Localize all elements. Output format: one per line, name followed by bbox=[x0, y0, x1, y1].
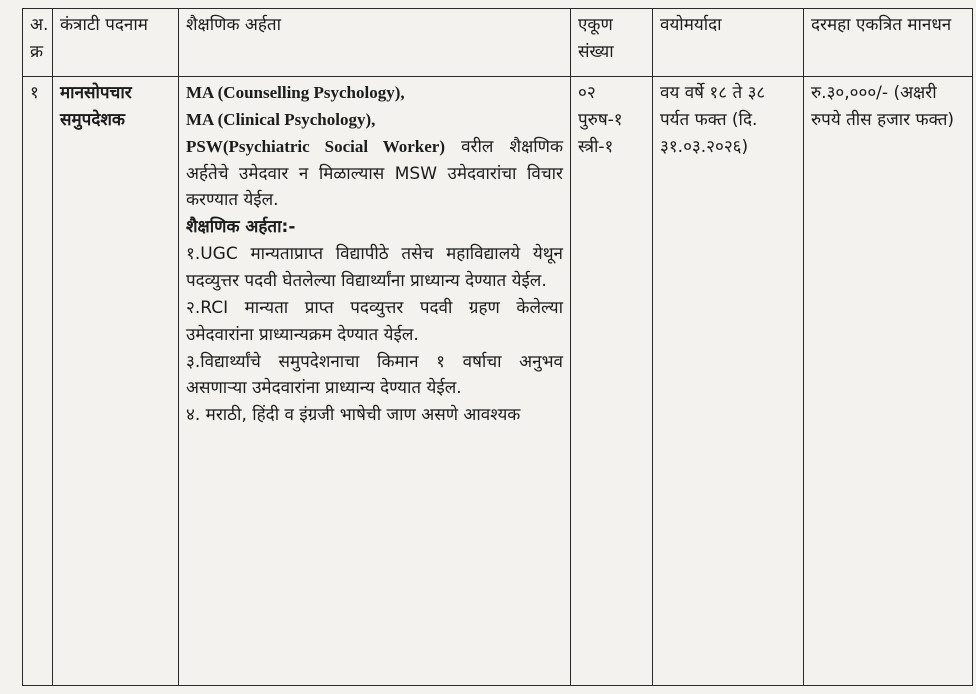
header-salary: दरमहा एकत्रित मानधन bbox=[804, 9, 973, 77]
row-qualification bbox=[179, 77, 571, 686]
row-age-limit: वय वर्षे १८ ते ३८ पर्यत फक्त (दि. ३१.०३.२०२६) bbox=[653, 77, 804, 686]
recruitment-table bbox=[22, 8, 973, 686]
header-age-limit: वयोमर्यादा bbox=[653, 9, 804, 77]
qualification-line-2: MA (Clinical Psychology), bbox=[186, 109, 376, 129]
table-row bbox=[23, 77, 973, 686]
table-header-row bbox=[23, 9, 973, 77]
header-serial: अ. क्र bbox=[23, 9, 53, 77]
count-female: स्त्री-१ bbox=[578, 136, 614, 157]
qualification-subheading: शैक्षणिक अर्हता:- bbox=[186, 217, 296, 238]
qualification-point-3: ३.विद्यार्थ्यांचे समुपदेशनाचा किमान १ वर्षाचा अनुभव असणाऱ्या उमेदवारांना प्राध्यान्य देण्यात येईल. bbox=[186, 351, 563, 399]
row-serial: १ bbox=[23, 77, 53, 686]
qualification-point-4: ४. मराठी, हिंदी व इंग्रजी भाषेची जाण असणे आवश्यक bbox=[186, 405, 521, 426]
row-post: मानसोपचार समुपदेशक bbox=[53, 77, 179, 686]
count-total: ०२ bbox=[578, 83, 596, 103]
qualification-psw: PSW(Psychiatric Social Worker) bbox=[186, 136, 446, 156]
header-count: एकूण संख्या bbox=[571, 9, 653, 77]
qualification-line-3 bbox=[186, 134, 563, 215]
header-post: कंत्राटी पदनाम bbox=[53, 9, 179, 77]
header-qualification: शैक्षणिक अर्हता bbox=[179, 9, 571, 77]
qualification-msw-note: वरील शैक्षणिक अर्हतेचे उमेदवार न मिळाल्यास MSW उमेदवारांचा विचार करण्यात येईल. bbox=[186, 136, 564, 211]
row-count bbox=[571, 77, 653, 686]
qualification-line-1: MA (Counselling Psychology), bbox=[186, 83, 405, 102]
qualification-point-2: २.RCI मान्यता प्राप्त पदव्युत्तर पदवी ग्रहण केलेल्या उमेदवारांना प्राध्यान्यक्रम देण्यात येईल. bbox=[186, 297, 563, 345]
qualification-point-1: १.UGC मान्यताप्राप्त विद्यापीठे तसेच महाविद्यालये येथून पदव्युत्तर पदवी घेतलेल्या विद्यार्थ्यांना प्राध्यान्य देण्यात येईल. bbox=[186, 244, 563, 292]
count-male: पुरुष-१ bbox=[578, 109, 623, 130]
row-salary: रु.३०,०००/- (अक्षरी रुपये तीस हजार फक्त) bbox=[804, 77, 973, 686]
